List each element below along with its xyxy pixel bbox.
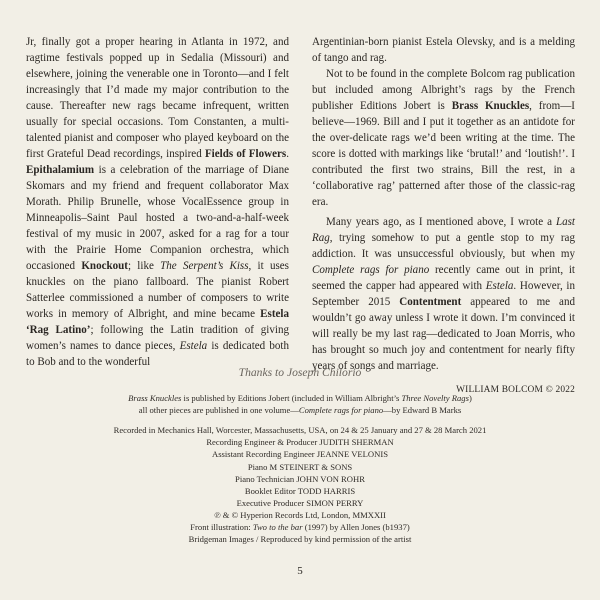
text-run: , it uses knuckles on the piano fallboard. The pianist Robert Satterlee commissioned a number of composers to write works in memory of Albright, and mine became (26, 260, 289, 320)
text-run: is dedicated both to Bob and to the wonderful (26, 340, 289, 368)
left-column (26, 34, 289, 370)
publishing-line-2 (0, 404, 600, 416)
publishing-line-1 (0, 392, 600, 404)
text-run: Jr, finally got a proper hearing in Atlanta in 1972, and ragtime festivals popped up in Sedalia (Missouri) and elsewhere, joining the venerable one in Toronto—and I felt increasingly that I’d made my major contribution to the cause. Thereafter new rags became infrequent, written usually for special occasions. Tom Constanten, a multi-talented pianist and composer who played keyboard on the first Grateful Dead recordings, inspired (26, 36, 289, 160)
front-illustration-credits (0, 521, 600, 545)
title-estela: Estela (179, 340, 208, 352)
title-brass-knuckles: Brass Knuckles (451, 100, 530, 112)
text-run: Front illustration: (190, 522, 253, 532)
text-run: Not to be found in the complete Bolcom rag publication but included among Albright’s rags by the French publisher Editions Jobert is (312, 68, 575, 112)
recording-line: Executive Producer SIMON PERRY (236, 498, 364, 509)
text-run: appeared to me and wouldn’t go away unless I wrote it down. I’m convinced it will really be my last rag—dedicated to Joan Morris, who has brought so much joy and contentment for nearly fifty years of songs and marriage. (312, 296, 575, 372)
recording-credits (0, 424, 600, 522)
title-three-novelty-rags: Three Novelty Rags (401, 393, 469, 403)
text-run: . (286, 148, 289, 160)
right-paragraph-3 (312, 214, 575, 374)
front-illustration-line-1 (0, 521, 600, 533)
title-two-to-the-bar: Two to the bar (252, 522, 303, 532)
recording-line: Recording Engineer & Producer JUDITH SHERMAN (206, 437, 394, 448)
title-serpents-kiss: The Serpent’s Kiss (160, 260, 249, 272)
right-paragraph-1: Argentinian-born pianist Estela Olevsky, and is a melding of tango and rag. (312, 36, 575, 64)
text-run: ; like (127, 260, 161, 272)
title-estela: Estela (485, 280, 514, 292)
text-run: is published by Editions Jobert (included in William Albright’s (181, 393, 402, 403)
recording-line: Piano M STEINERT & SONS (247, 461, 353, 472)
title-fields-of-flowers: Fields of Flowers (204, 148, 287, 160)
title-knockout: Knockout (81, 260, 128, 272)
text-run: —by Edward B Marks (383, 405, 462, 416)
text-run: ) (468, 393, 472, 403)
text-run: Many years ago, as I mentioned above, I wrote a (326, 216, 556, 228)
left-paragraph (26, 34, 289, 370)
recording-line: ℗ & © Hyperion Records Ltd, London, MMXXII (214, 510, 386, 521)
title-last-rag: Last Rag (312, 216, 575, 244)
author-signature: WILLIAM BOLCOM © 2022 (456, 385, 575, 395)
right-column (312, 34, 575, 398)
title-complete-rags: Complete rags for piano (298, 405, 384, 416)
text-run: all other pieces are published in one volume— (138, 405, 299, 416)
text-run: (1997) by Allen Jones (b1937) (302, 522, 410, 532)
text-run: ; following the Latin tradition of giving women’s names to dance pieces, (26, 324, 289, 352)
text-run: is a celebration of the marriage of Diane Skomars and my friend and frequent collaborator Max Morath. Philip Brunelle, whose VocalEssence group in Minneapolis–Saint Paul hosted a two-and-a-half-week festival of my music in 2007, asked for a rag for a tour with the Prairie Home Companion orchestra, which occasioned (26, 164, 289, 272)
recording-line: Recorded in Mechanics Hall, Worcester, Massachusetts, USA, on 24 & 25 January and 27 & 28 March 2021 (113, 425, 487, 435)
text-run: . However, in September 2015 (312, 280, 576, 308)
thanks-line: Thanks to Joseph Chilorio (238, 366, 362, 379)
front-illustration-line-2: Bridgeman Images / Reproduced by kind permission of the artist (188, 534, 412, 545)
title-contentment: Contentment (399, 296, 462, 308)
title-brass-knuckles: Brass Knuckles (128, 393, 182, 403)
right-paragraph-2 (312, 66, 575, 210)
recording-line: Piano Technician JOHN VON ROHR (235, 473, 365, 484)
recording-line: Booklet Editor TODD HARRIS (244, 486, 356, 497)
title-estela-rag-latino: Estela ‘Rag Latino’ (26, 308, 289, 336)
title-complete-rags: Complete rags for piano (312, 264, 430, 276)
text-run: recently came out in print, it seemed the capper had appeared with (312, 264, 576, 292)
title-epithalamium: Epithalamium (26, 164, 95, 176)
text-run: , from—I believe—1969. Bill and I put it together as an antidote for the over-delicate rags we’d been writing at the time. The score is dotted with markings like ‘brutal!’ and ‘loutish!’. I contributed the first two strains, Bill the rest, in a ‘collaborative rag’ patterned after those of the classic-rag era. (312, 100, 575, 208)
recording-line: Assistant Recording Engineer JEANNE VELONIS (212, 449, 388, 460)
publishing-credits (0, 392, 600, 416)
text-run: , trying somehow to put a gentle stop to my rag addiction. It was unsuccessful obviously, but when my (312, 232, 575, 260)
page-number: 5 (297, 565, 303, 577)
